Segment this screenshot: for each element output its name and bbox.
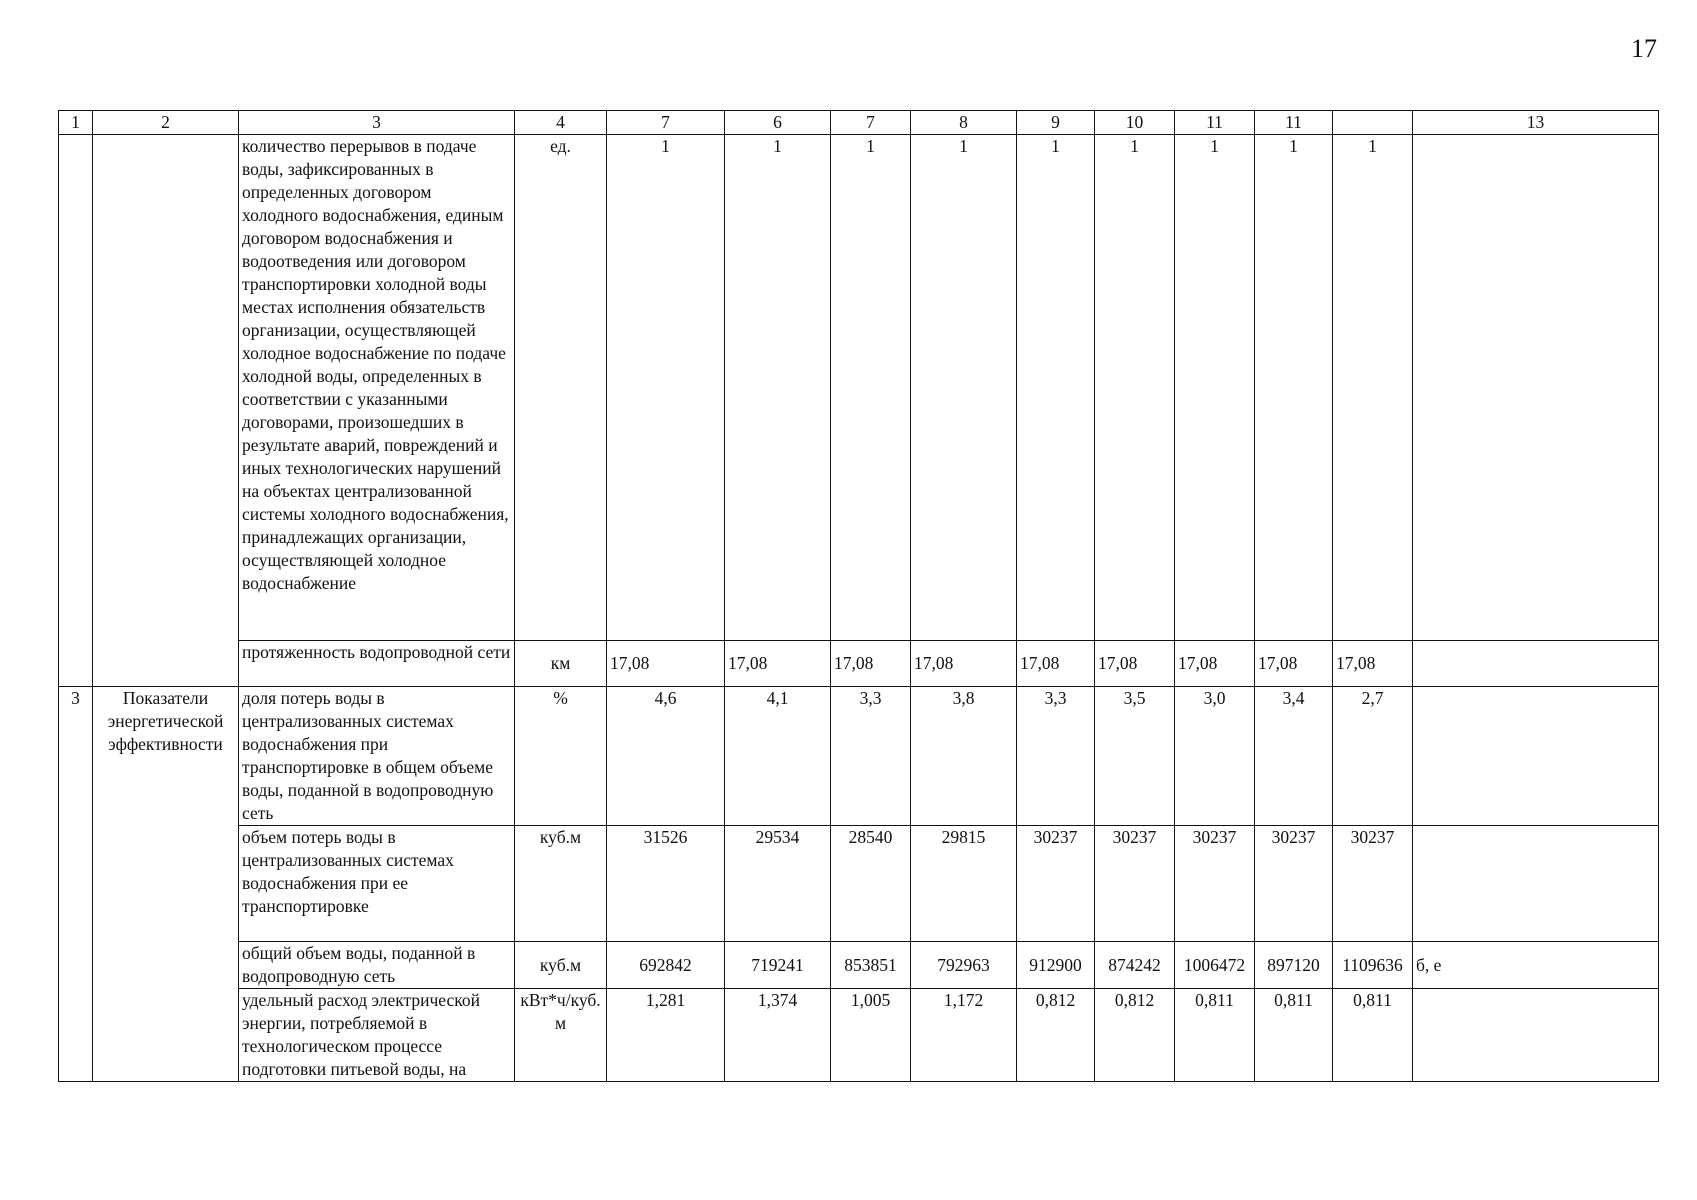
header-cell: 1 xyxy=(59,111,93,135)
value-cell: 17,08 xyxy=(911,641,1017,687)
value-cell: 1 xyxy=(911,135,1017,641)
indicator-description: объем потерь воды в централизованных системах водоснабжения при ее транспортировке xyxy=(239,826,515,942)
value-cell: 17,08 xyxy=(1095,641,1175,687)
value-cell: 897120 xyxy=(1255,942,1333,989)
value-cell: 1 xyxy=(1095,135,1175,641)
table-row xyxy=(59,641,1659,687)
value-cell: 17,08 xyxy=(1017,641,1095,687)
header-cell: 9 xyxy=(1017,111,1095,135)
table-row xyxy=(59,135,1659,641)
unit-cell: % xyxy=(515,687,607,826)
value-cell: 2,7 xyxy=(1333,687,1413,826)
unit-cell: ед. xyxy=(515,135,607,641)
value-cell: 4,6 xyxy=(607,687,725,826)
indicator-description: протяженность водопроводной сети xyxy=(239,641,515,687)
value-cell: 0,812 xyxy=(1017,989,1095,1082)
value-cell: 1 xyxy=(1255,135,1333,641)
value-cell: 3,4 xyxy=(1255,687,1333,826)
header-row xyxy=(59,111,1659,135)
value-cell: 1,005 xyxy=(831,989,911,1082)
value-cell: 1,281 xyxy=(607,989,725,1082)
note-cell xyxy=(1413,641,1659,687)
value-cell: 30237 xyxy=(1175,826,1255,942)
value-cell: 30237 xyxy=(1255,826,1333,942)
header-cell: 6 xyxy=(725,111,831,135)
value-cell: 17,08 xyxy=(607,641,725,687)
note-cell xyxy=(1413,989,1659,1082)
indicator-description: количество перерывов в подаче воды, зафиксированных в определенных договором холодного водоснабжения, единым договором водоснабжения и водоотведения или договором транспортировки холодной воды местах исполнения обязательств организации, осуществляющей холодное водоснабжение по подаче холодной воды, определенных в соответствии с указанными договорами, произошедших в результате аварий, повреждений и иных технологических нарушений на объектах централизованной системы холодного водоснабжения, принадлежащих организации, осуществляющей холодное водоснабжение xyxy=(239,135,515,641)
value-cell: 0,811 xyxy=(1175,989,1255,1082)
indicator-description: доля потерь воды в централизованных системах водоснабжения при транспортировке в общем объеме воды, поданной в водопроводную сеть xyxy=(239,687,515,826)
value-cell: 853851 xyxy=(831,942,911,989)
value-cell: 1,374 xyxy=(725,989,831,1082)
value-cell: 30237 xyxy=(1017,826,1095,942)
value-cell: 17,08 xyxy=(831,641,911,687)
header-cell: 4 xyxy=(515,111,607,135)
value-cell: 17,08 xyxy=(1255,641,1333,687)
value-cell: 1 xyxy=(1333,135,1413,641)
value-cell: 1,172 xyxy=(911,989,1017,1082)
value-cell: 719241 xyxy=(725,942,831,989)
value-cell: 29534 xyxy=(725,826,831,942)
section-number: 3 xyxy=(59,687,93,1082)
value-cell: 4,1 xyxy=(725,687,831,826)
unit-cell: км xyxy=(515,641,607,687)
header-cell: 11 xyxy=(1175,111,1255,135)
table-row xyxy=(59,687,1659,826)
value-cell: 0,811 xyxy=(1333,989,1413,1082)
indicator-description: общий объем воды, поданной в водопроводную сеть xyxy=(239,942,515,989)
value-cell: 1 xyxy=(725,135,831,641)
header-cell: 11 xyxy=(1255,111,1333,135)
value-cell: 17,08 xyxy=(1175,641,1255,687)
header-cell: 8 xyxy=(911,111,1017,135)
value-cell: 1 xyxy=(607,135,725,641)
header-cell: 7 xyxy=(607,111,725,135)
header-cell: 2 xyxy=(93,111,239,135)
value-cell: 3,8 xyxy=(911,687,1017,826)
value-cell: 692842 xyxy=(607,942,725,989)
table-row xyxy=(59,989,1659,1082)
value-cell: 28540 xyxy=(831,826,911,942)
page-number: 17 xyxy=(1631,34,1657,63)
value-cell: 1 xyxy=(831,135,911,641)
value-cell: 1109636 xyxy=(1333,942,1413,989)
value-cell: 30237 xyxy=(1095,826,1175,942)
value-cell: 17,08 xyxy=(725,641,831,687)
unit-cell: кВт*ч/куб. м xyxy=(515,989,607,1082)
value-cell: 0,812 xyxy=(1095,989,1175,1082)
empty-cell xyxy=(93,135,239,687)
header-cell: 3 xyxy=(239,111,515,135)
value-cell: 29815 xyxy=(911,826,1017,942)
empty-cell xyxy=(59,135,93,687)
value-cell: 1 xyxy=(1017,135,1095,641)
unit-cell: куб.м xyxy=(515,942,607,989)
indicators-table xyxy=(58,110,1659,1082)
value-cell: 3,3 xyxy=(1017,687,1095,826)
table-row xyxy=(59,942,1659,989)
value-cell: 17,08 xyxy=(1333,641,1413,687)
value-cell: 31526 xyxy=(607,826,725,942)
note-cell xyxy=(1413,135,1659,641)
table-row xyxy=(59,826,1659,942)
note-cell xyxy=(1413,826,1659,942)
note-cell: б, е xyxy=(1413,942,1659,989)
header-cell xyxy=(1333,111,1413,135)
value-cell: 3,0 xyxy=(1175,687,1255,826)
section-name: Показатели энергетической эффективности xyxy=(93,687,239,1082)
value-cell: 912900 xyxy=(1017,942,1095,989)
header-cell: 13 xyxy=(1413,111,1659,135)
value-cell: 3,3 xyxy=(831,687,911,826)
unit-cell: куб.м xyxy=(515,826,607,942)
value-cell: 30237 xyxy=(1333,826,1413,942)
indicator-description: удельный расход электрической энергии, потребляемой в технологическом процессе подготовки питьевой воды, на xyxy=(239,989,515,1082)
value-cell: 0,811 xyxy=(1255,989,1333,1082)
value-cell: 3,5 xyxy=(1095,687,1175,826)
value-cell: 1 xyxy=(1175,135,1255,641)
note-cell xyxy=(1413,687,1659,826)
value-cell: 792963 xyxy=(911,942,1017,989)
header-cell: 10 xyxy=(1095,111,1175,135)
value-cell: 1006472 xyxy=(1175,942,1255,989)
value-cell: 874242 xyxy=(1095,942,1175,989)
header-cell: 7 xyxy=(831,111,911,135)
